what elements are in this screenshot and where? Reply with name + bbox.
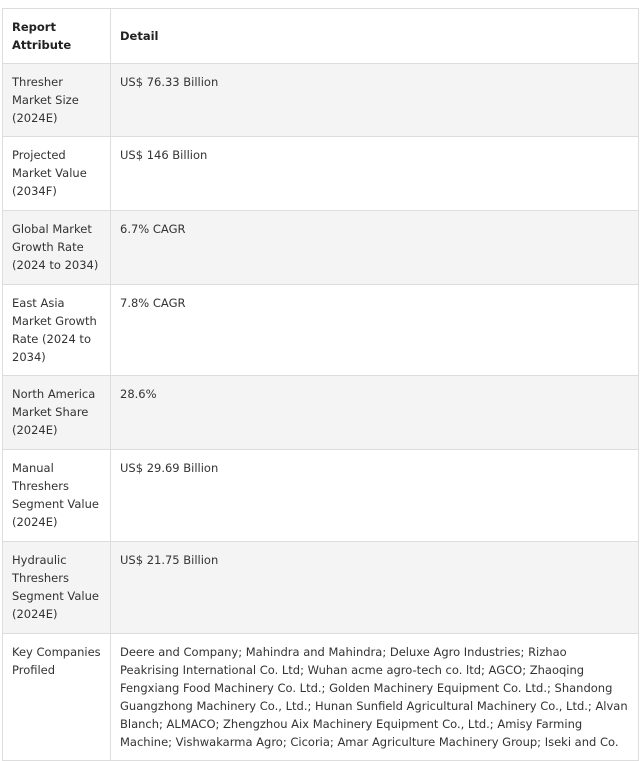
row-detail: US$ 21.75 Billion xyxy=(111,542,639,634)
row-attribute: Key Companies Profiled xyxy=(3,634,111,761)
header-report-attribute: Report Attribute xyxy=(3,9,111,64)
row-attribute: Manual Threshers Segment Value (2024E) xyxy=(3,450,111,542)
table-row xyxy=(3,285,639,376)
table-row xyxy=(3,211,639,285)
row-attribute: North America Market Share (2024E) xyxy=(3,376,111,450)
row-detail-companies: Deere and Company; Mahindra and Mahindra; Deluxe Agro Industries; Rizhao Peakrising International Co. Ltd; Wuhan acme agro-tech co. ltd; AGCO; Zhaoqing Fengxiang Food Machinery Co. Ltd.; Golden Machinery Equipment Co. Ltd.; Shandong Guangzhong Machinery Co., Ltd.; Hunan Sunfield Agricultural Machinery Co., Ltd.; Alvan Blanch; ALMACO; Zhengzhou Aix Machinery Equipment Co., Ltd.; Amisy Farming Machine; Vishwakarma Agro; Cicoria; Amar Agriculture Machinery Group; Iseki and Co. xyxy=(111,634,639,761)
row-detail: US$ 146 Billion xyxy=(111,137,639,211)
table-row xyxy=(3,376,639,450)
row-detail: US$ 76.33 Billion xyxy=(111,64,639,137)
report-table-container xyxy=(2,8,638,761)
row-attribute: Global Market Growth Rate (2024 to 2034) xyxy=(3,211,111,285)
header-detail: Detail xyxy=(111,9,639,64)
row-detail: 6.7% CAGR xyxy=(111,211,639,285)
table-row xyxy=(3,634,639,761)
table-row xyxy=(3,137,639,211)
row-detail: 7.8% CAGR xyxy=(111,285,639,376)
row-attribute: Hydraulic Threshers Segment Value (2024E) xyxy=(3,542,111,634)
row-detail: US$ 29.69 Billion xyxy=(111,450,639,542)
row-attribute: East Asia Market Growth Rate (2024 to 2034) xyxy=(3,285,111,376)
row-attribute: Projected Market Value (2034F) xyxy=(3,137,111,211)
report-attributes-table xyxy=(2,8,639,761)
table-header-row xyxy=(3,9,639,64)
table-row xyxy=(3,542,639,634)
table-row xyxy=(3,450,639,542)
row-attribute: Thresher Market Size (2024E) xyxy=(3,64,111,137)
row-detail: 28.6% xyxy=(111,376,639,450)
table-row xyxy=(3,64,639,137)
